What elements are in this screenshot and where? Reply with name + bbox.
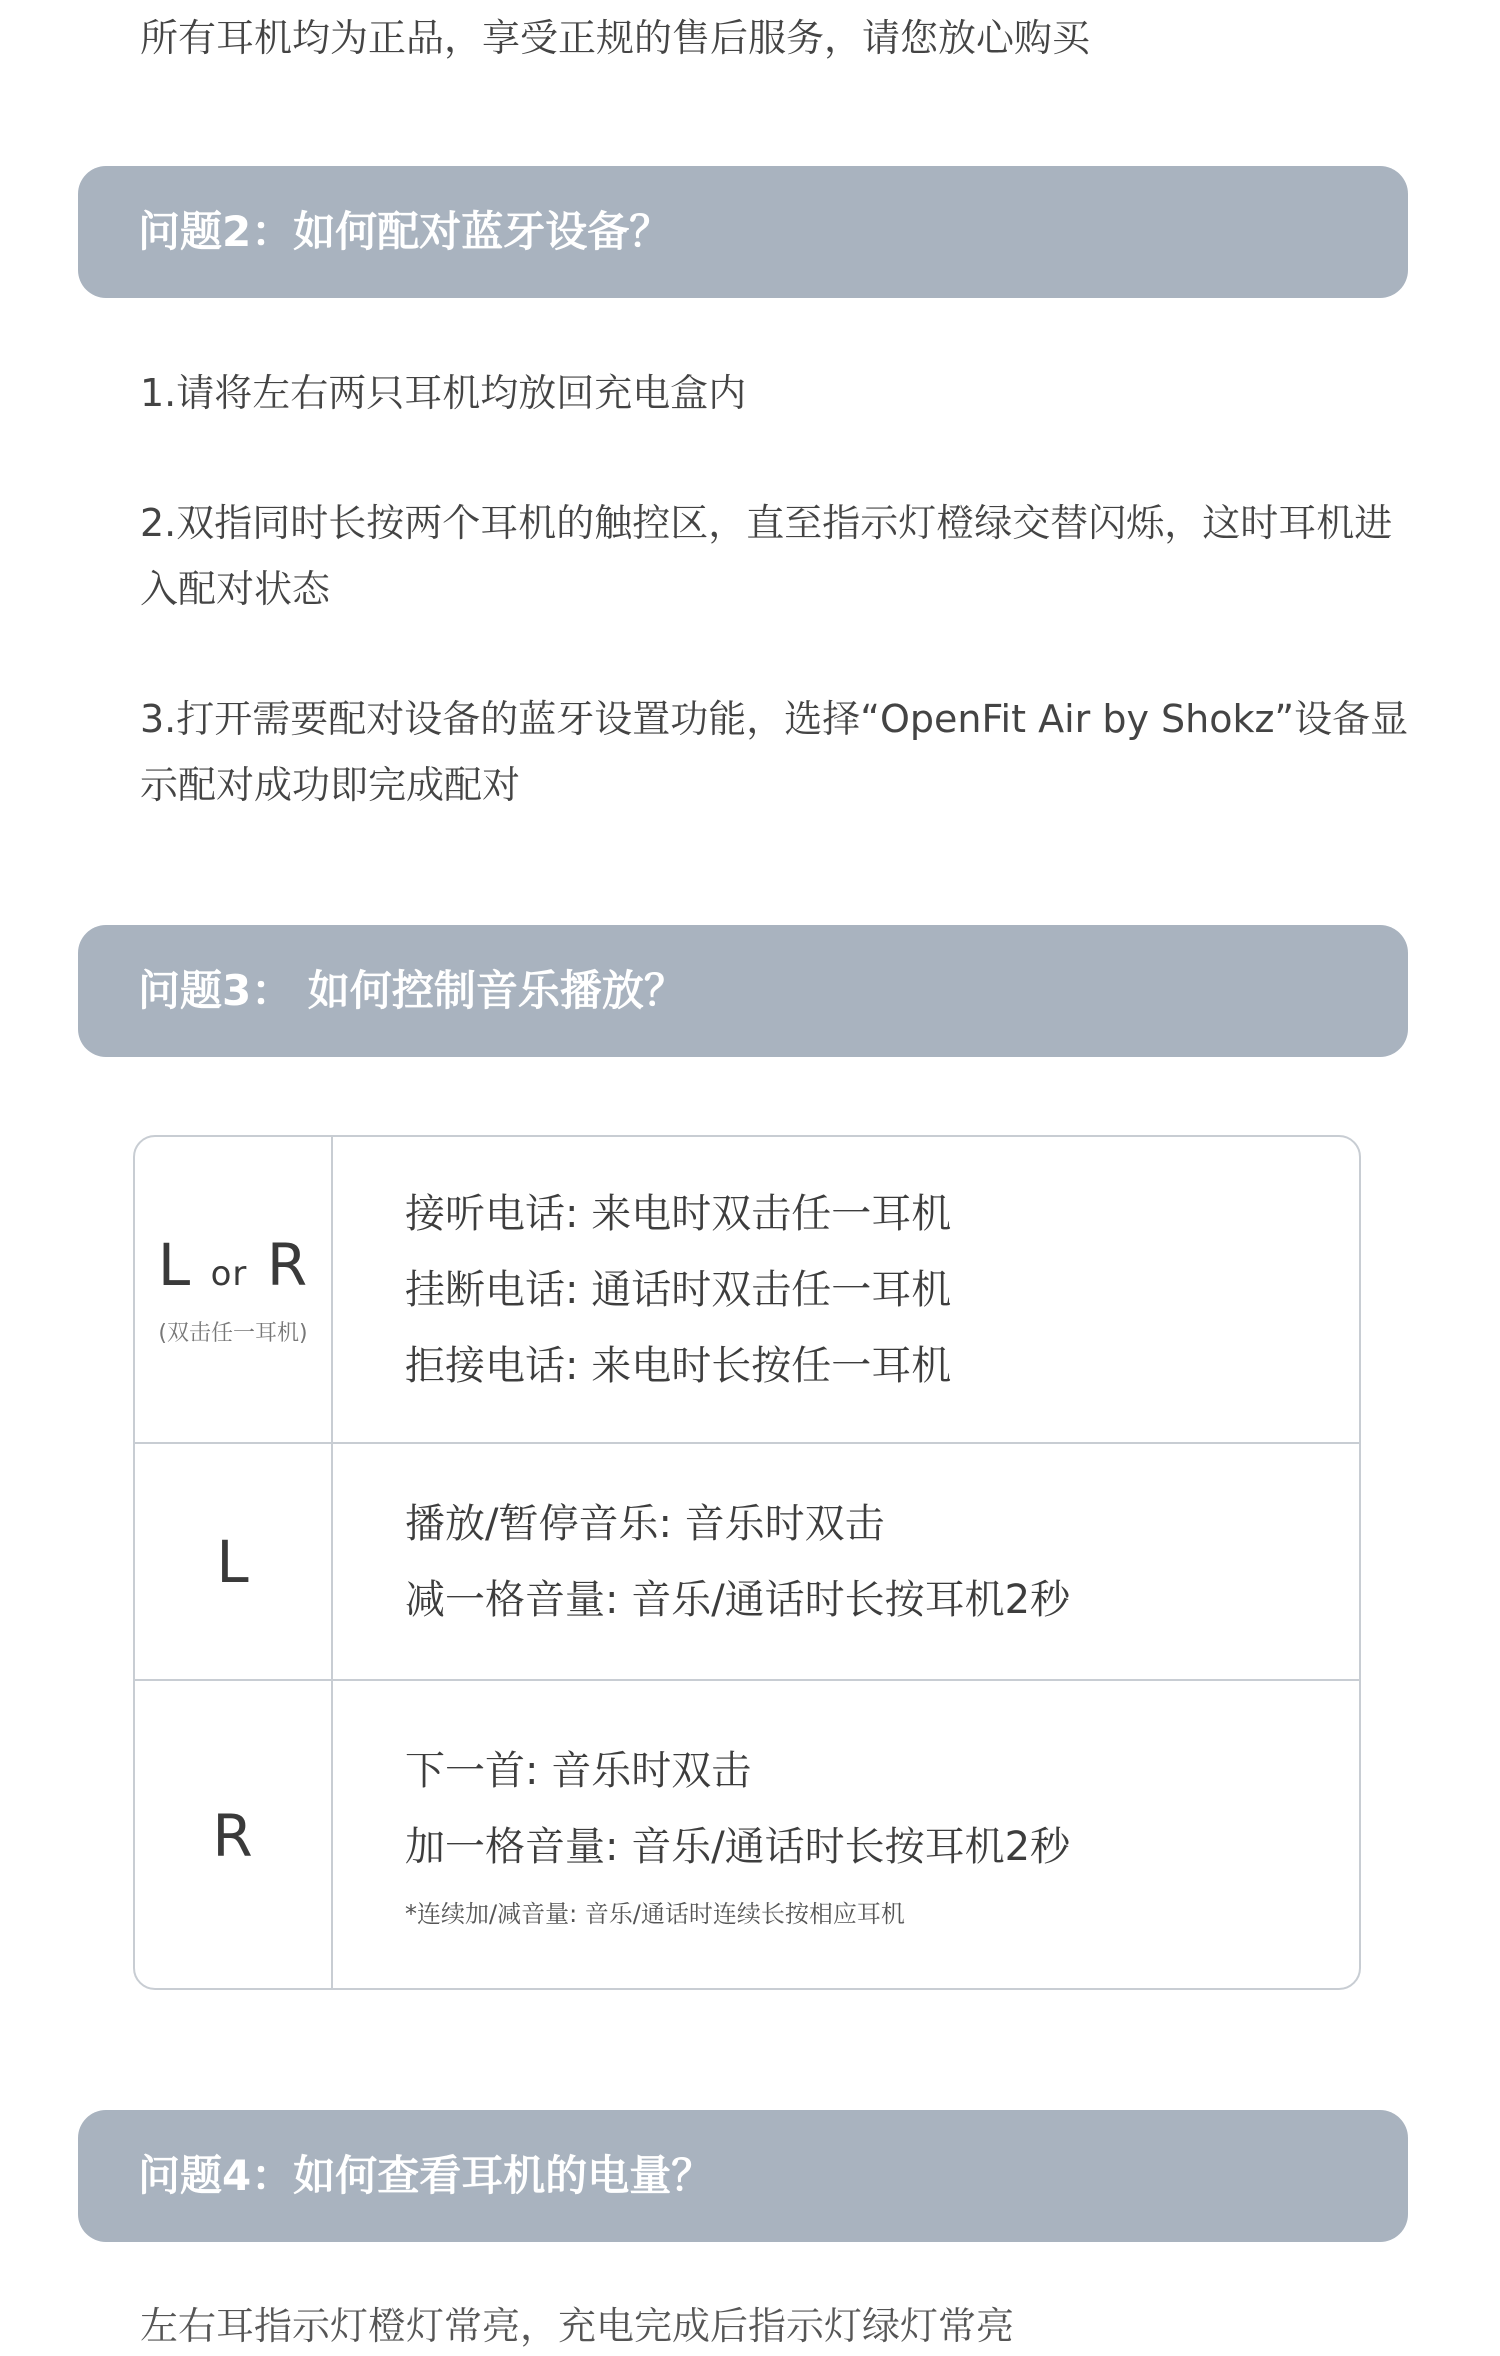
desc-volume-down: 减一格音量: 音乐/通话时长按耳机2秒 [405, 1576, 1071, 1623]
question-2-title: 问题2：如何配对蓝牙设备？ [138, 207, 672, 256]
key-sublabel: (双击任一耳机) [158, 1320, 308, 1346]
key-r: R [266, 1230, 309, 1299]
table-row-l-or-r [135, 1137, 1359, 1444]
desc-play-pause: 播放/暂停音乐: 音乐时双击 [405, 1500, 885, 1547]
pairing-step-2: 2.双指同时长按两个耳机的触控区，直至指示灯橙绿交替闪烁，这时耳机进入配对状态 [140, 501, 1393, 611]
desc-cell-r [405, 1681, 1339, 1990]
desc-hang-up: 挂断电话: 通话时双击任一耳机 [405, 1266, 952, 1313]
question-4-title: 问题4：如何查看耳机的电量？ [138, 2151, 714, 2200]
key-label-r: R [212, 1801, 254, 1870]
key-label-l: L [216, 1527, 250, 1596]
table-row-r [135, 1681, 1359, 1990]
controls-table [133, 1135, 1361, 1990]
question-2-banner [78, 166, 1408, 298]
question-3-title: 问题3： 如何控制音乐播放？ [138, 966, 686, 1015]
desc-volume-up: 加一格音量: 音乐/通话时长按耳机2秒 [405, 1823, 1071, 1870]
question-3-banner [78, 925, 1408, 1057]
intro-text: 所有耳机均为正品，享受正规的售后服务，请您放心购买 [140, 16, 1091, 60]
pairing-step-3: 3.打开需要配对设备的蓝牙设置功能，选择“OpenFit Air by Shokz”设备显示配对成功即完成配对 [140, 697, 1409, 807]
table-row-l [135, 1444, 1359, 1681]
desc-cell-l [405, 1444, 1339, 1679]
key-or: or [210, 1253, 248, 1294]
battery-answer-partial: 左右耳指示灯橙灯常亮，充电完成后指示灯绿灯常亮 [140, 2304, 1015, 2348]
desc-cell-l-or-r [405, 1137, 1339, 1442]
question-4-banner [78, 2110, 1408, 2242]
desc-next-track: 下一首: 音乐时双击 [405, 1747, 752, 1794]
key-label-l-or-r [157, 1230, 309, 1306]
key-cell-l [135, 1444, 333, 1679]
desc-reject-call: 拒接电话: 来电时长按任一耳机 [405, 1342, 952, 1389]
key-cell-l-or-r [135, 1137, 333, 1442]
key-cell-r [135, 1681, 333, 1990]
desc-answer-call: 接听电话: 来电时双击任一耳机 [405, 1190, 952, 1237]
pairing-step-1: 1.请将左右两只耳机均放回充电盒内 [140, 371, 747, 415]
desc-volume-note: *连续加/减音量: 音乐/通话时连续长按相应耳机 [405, 1899, 905, 1928]
key-l: L [157, 1230, 192, 1299]
